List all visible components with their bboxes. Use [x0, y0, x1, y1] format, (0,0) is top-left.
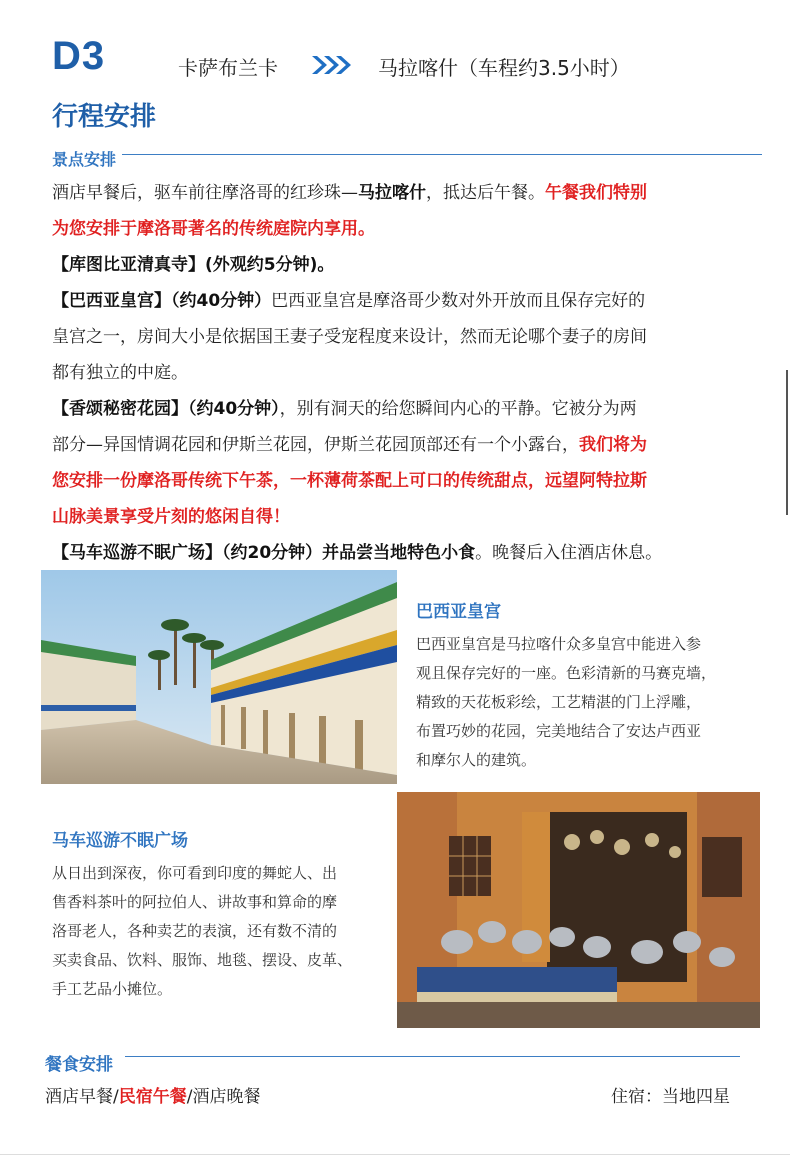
body-text: ，别有洞天的给您瞬间内心的平静。它被分为两: [279, 399, 637, 419]
meals-line: [45, 1082, 745, 1110]
itinerary-line: [52, 319, 758, 355]
itinerary-line: [52, 463, 758, 499]
palace-feature-text: [416, 630, 716, 775]
feature-line: 手工艺品小摊位。: [52, 980, 173, 998]
itinerary-line: [52, 175, 758, 211]
sights-subheader: [52, 147, 762, 169]
lodging-text: 住宿：当地四星: [611, 1087, 730, 1107]
divider: [125, 1056, 740, 1057]
breakfast-text: 酒店早餐/: [45, 1087, 119, 1107]
highlight-text: 我们将为: [579, 435, 647, 455]
itinerary-line: [52, 355, 758, 391]
meals-label: 餐食安排: [45, 1050, 117, 1075]
divider: [0, 1154, 790, 1155]
day-header: [52, 34, 752, 82]
palace-photo: [41, 570, 397, 784]
bold-text: 马拉喀什: [358, 183, 426, 203]
itinerary-line: [52, 499, 758, 535]
highlight-text: 为您安排于摩洛哥著名的传统庭院内享用。: [52, 219, 375, 239]
body-text: ，抵达后午餐。: [426, 183, 545, 203]
palace-feature-title: 巴西亚皇宫: [416, 602, 501, 622]
body-text: 巴西亚皇宫是摩洛哥少数对外开放而且保存完好的: [271, 291, 646, 311]
square-feature-text: [52, 859, 352, 1004]
meals-detail: [45, 1082, 260, 1107]
feature-line: 售香料茶叶的阿拉伯人、讲故事和算命的摩: [52, 893, 338, 911]
highlight-text: 您安排一份摩洛哥传统下午茶，一杯薄荷茶配上可口的传统甜点，远望阿特拉斯: [52, 471, 647, 491]
feature-line: 买卖食品、饮料、服饰、地毯、摆设、皮革、: [52, 951, 353, 969]
itinerary-line: [52, 283, 758, 319]
market-photo: [397, 792, 760, 1028]
feature-line: 从日出到深夜，你可看到印度的舞蛇人、出: [52, 864, 338, 882]
highlight-text: 山脉美景享受片刻的悠闲自得！: [52, 507, 290, 527]
feature-line: 观且保存完好的一座。色彩清新的马赛克墙，: [416, 664, 717, 682]
day-code: D3: [52, 34, 106, 78]
route-origin: 卡萨布兰卡: [178, 56, 278, 80]
square-feature: [52, 826, 352, 1004]
triple-chevron-right-icon: [310, 54, 354, 76]
square-feature-title: 马车巡游不眠广场: [52, 831, 188, 851]
dinner-text: /酒店晚餐: [186, 1087, 261, 1107]
itinerary-line: [52, 535, 758, 571]
route-destination: 马拉喀什（车程约3.5小时）: [378, 56, 630, 80]
bold-text: 【巴西亚皇宫】（约40分钟）: [52, 291, 272, 311]
itinerary-line: [52, 211, 758, 247]
meals-subheader: [45, 1050, 740, 1075]
feature-line: 精致的天花板彩绘，工艺精湛的门上浮雕，: [416, 693, 702, 711]
sights-label: 景点安排: [52, 147, 120, 170]
lunch-text: 民宿午餐: [118, 1087, 187, 1107]
itinerary-line: [52, 427, 758, 463]
bold-text: 【库图比亚清真寺】(外观约5分钟)。: [52, 255, 335, 275]
feature-line: 巴西亚皇宫是马拉喀什众多皇宫中能进入参: [416, 635, 702, 653]
body-text: 酒店早餐后，驱车前往摩洛哥的红珍珠—: [52, 183, 358, 203]
divider: [122, 154, 762, 155]
itinerary-line: [52, 391, 758, 427]
body-text: 部分—异国情调花园和伊斯兰花园，伊斯兰花园顶部还有一个小露台，: [52, 435, 579, 455]
bold-text: 【香颂秘密花园】（约40分钟）: [52, 399, 280, 419]
itinerary-line: [52, 247, 758, 283]
palace-feature: [416, 597, 716, 775]
scrollbar[interactable]: [786, 370, 788, 515]
highlight-text: 午餐我们特别: [545, 183, 647, 203]
body-text: 。晚餐后入住酒店休息。: [475, 543, 663, 563]
section-title: 行程安排: [52, 102, 157, 132]
itinerary-text: [52, 175, 758, 571]
feature-line: 洛哥老人，各种卖艺的表演，还有数不清的: [52, 922, 338, 940]
body-text: 都有独立的中庭。: [52, 363, 188, 383]
bold-text: 【马车巡游不眠广场】（约20分钟）并品尝当地特色小食: [52, 543, 476, 563]
feature-line: 布置巧妙的花园，完美地结合了安达卢西亚: [416, 722, 702, 740]
feature-line: 和摩尔人的建筑。: [416, 751, 537, 769]
body-text: 皇宫之一，房间大小是依据国王妻子受宠程度来设计，然而无论哪个妻子的房间: [52, 327, 647, 347]
